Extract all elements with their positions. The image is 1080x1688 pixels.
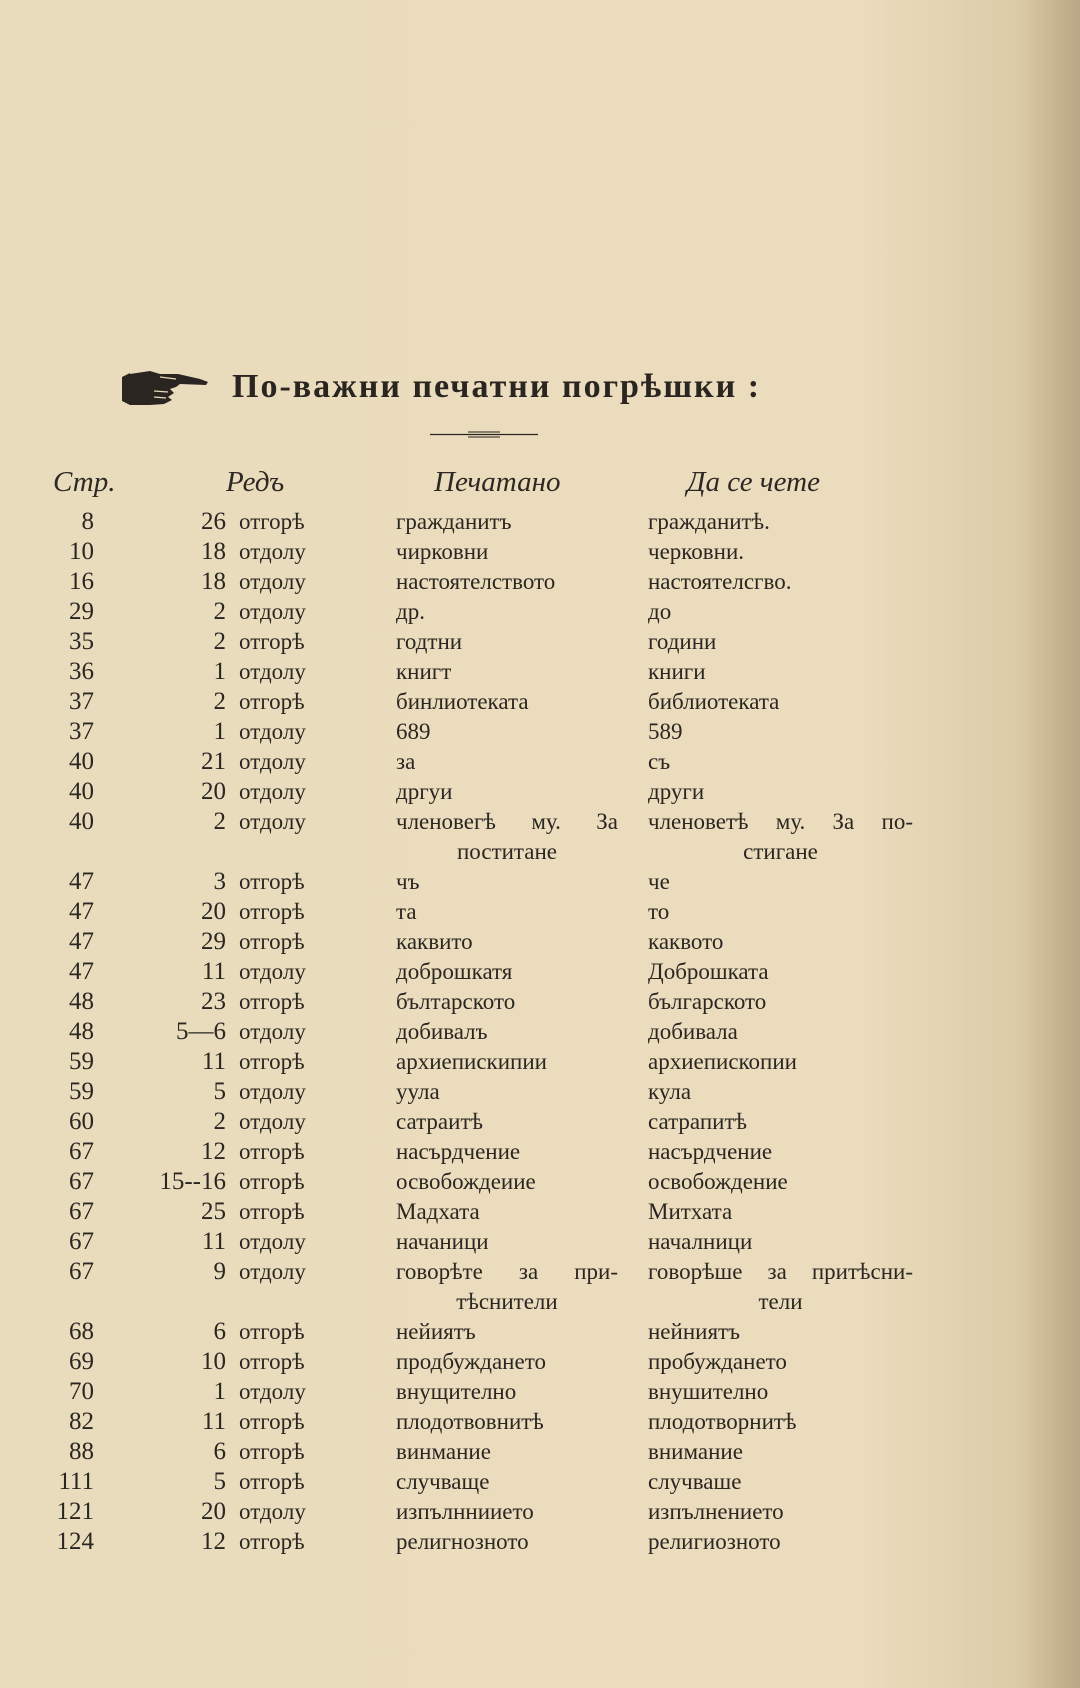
printed-text: бинлиотеката [396,689,529,714]
correct-cell [648,597,913,627]
errata-row [0,1377,1080,1407]
printed-text: изпълнниието [396,1499,534,1524]
line-direction: отдолу [239,749,306,774]
line-direction: отдолу [239,1259,306,1284]
line-direction: отдолу [239,1019,306,1044]
line-direction: отгорѣ [239,989,305,1014]
errata-row [0,1407,1080,1437]
printed-text: продбуждането [396,1349,546,1374]
page-number: 47 [69,898,94,925]
heading-title: По-важни печатни погрѣшки : [232,368,762,405]
correct-text: говорѣше за притѣсни- [648,1259,913,1284]
line-number: 1 [213,718,226,745]
correct-cell [648,717,913,747]
printed-text: случваще [396,1469,490,1494]
correct-cell [648,957,913,987]
errata-row [0,717,1080,747]
printed-text: чирковни [396,539,489,564]
correct-text: внимание [648,1439,743,1464]
line-number: 18 [201,568,226,595]
page-number: 16 [69,568,94,595]
printed-cell [396,1197,618,1227]
correct-cell [648,657,913,687]
printed-cell [396,1467,618,1497]
printed-cell [396,657,618,687]
header-line: Редъ [226,466,285,498]
printed-cell [396,1047,618,1077]
correct-text: Митхата [648,1199,733,1224]
page-number: 40 [69,808,94,835]
page-number: 121 [56,1498,94,1525]
correct-text: архиепископии [648,1049,797,1074]
correct-cell [648,1107,913,1137]
line-number: 25 [201,1198,226,1225]
correct-cell [648,867,913,897]
line-number: 23 [201,988,226,1015]
correct-text: настоятелсгво. [648,569,792,594]
printed-text: религнозното [396,1529,529,1554]
line-direction: отгорѣ [239,1319,305,1344]
errata-row [0,657,1080,687]
header-correct: Да се чете [687,466,820,498]
printed-text: уула [396,1079,440,1104]
line-direction: отгорѣ [239,1469,305,1494]
correct-text: черковни. [648,539,745,564]
printed-text: освобождеиие [396,1169,536,1194]
line-number: 2 [213,1108,226,1135]
correct-text: нейниятъ [648,1319,740,1344]
errata-row [0,807,1080,867]
page-number: 35 [69,628,94,655]
printed-cell [396,1407,618,1437]
correct-text: съ [648,749,671,774]
line-number: 20 [201,898,226,925]
printed-cell [396,507,618,537]
line-direction: отгорѣ [239,629,305,654]
line-number: 29 [201,928,226,955]
printed-text: начаници [396,1229,489,1254]
line-number: 18 [201,538,226,565]
correct-text: че [648,869,670,894]
correct-cell [648,1077,913,1107]
line-number: 9 [213,1258,226,1285]
correct-text: други [648,779,705,804]
correct-text: до [648,599,672,624]
printed-cell [396,1107,618,1137]
correct-cell [648,537,913,567]
errata-row [0,777,1080,807]
printed-cell [396,627,618,657]
correct-text: Доброшката [648,959,769,984]
correct-text: началници [648,1229,753,1254]
correct-cell [648,687,913,717]
line-direction: отгорѣ [239,899,305,924]
correct-text: библиотеката [648,689,780,714]
printed-cell [396,1167,618,1197]
printed-cell [396,567,618,597]
page-number: 36 [69,658,94,685]
correct-cell [648,1347,913,1377]
correct-text: освобождение [648,1169,788,1194]
printed-text-continued: тѣснители [456,1289,558,1314]
line-direction: отгорѣ [239,509,305,534]
printed-cell [396,987,618,1017]
printed-text: Мадхата [396,1199,480,1224]
printed-cell [396,1527,618,1557]
correct-cell [648,507,913,537]
errata-row [0,1527,1080,1557]
printed-text: чъ [396,869,420,894]
page-number: 60 [69,1108,94,1135]
line-number: 1 [213,658,226,685]
line-number: 6 [213,1318,226,1345]
errata-table [0,507,1080,1557]
printed-text: дргуи [396,779,453,804]
line-direction: отдолу [239,659,306,684]
printed-cell [396,1317,618,1347]
errata-row [0,1077,1080,1107]
correct-text: случваше [648,1469,742,1494]
line-number: 11 [201,1408,226,1435]
page-number: 67 [69,1168,94,1195]
page-number: 82 [69,1408,94,1435]
errata-row [0,747,1080,777]
errata-row [0,897,1080,927]
printed-text-continued: поститане [456,839,557,864]
printed-cell [396,1257,618,1317]
line-number: 11 [201,1228,226,1255]
correct-cell [648,1317,913,1347]
printed-text: каквито [396,929,473,954]
line-number: 12 [201,1528,226,1555]
ornamental-rule [430,430,538,439]
line-number: 3 [213,868,226,895]
line-number: 15--16 [159,1168,226,1195]
printed-cell [396,777,618,807]
correct-text: то [648,899,670,924]
line-number: 20 [201,1498,226,1525]
errata-row [0,1137,1080,1167]
printed-cell [396,927,618,957]
page-number: 59 [69,1078,94,1105]
correct-cell [648,987,913,1017]
printed-cell [396,687,618,717]
correct-cell [648,1227,913,1257]
correct-cell [648,1047,913,1077]
correct-cell [648,807,913,867]
printed-cell [396,1017,618,1047]
line-number: 26 [201,508,226,535]
errata-row [0,987,1080,1017]
errata-row [0,1017,1080,1047]
correct-cell [648,1167,913,1197]
errata-row [0,687,1080,717]
page-number: 48 [69,988,94,1015]
correct-cell [648,1407,913,1437]
errata-row [0,927,1080,957]
printed-text: книгт [396,659,452,684]
line-direction: отгорѣ [239,1409,305,1434]
header-printed: Печатано [434,466,561,498]
correct-cell [648,1527,913,1557]
printed-text: говорѣте за при- [396,1259,618,1284]
correct-text: религиозното [648,1529,781,1554]
line-number: 11 [201,1048,226,1075]
page-number: 40 [69,748,94,775]
correct-text: плодотворнитѣ [648,1409,797,1434]
line-direction: отдолу [239,719,306,744]
page-number: 47 [69,958,94,985]
errata-row [0,957,1080,987]
correct-text: каквото [648,929,724,954]
page-number: 48 [69,1018,94,1045]
correct-text-continued: стигане [743,839,818,864]
printed-text: 689 [396,719,431,744]
line-direction: отгорѣ [239,1139,305,1164]
printed-cell [396,1227,618,1257]
correct-cell [648,747,913,777]
line-direction: отдолу [239,1079,306,1104]
page-number: 67 [69,1138,94,1165]
line-number: 5 [213,1078,226,1105]
printed-text: др. [396,599,425,624]
printed-text: та [396,899,417,924]
page-number: 88 [69,1438,94,1465]
line-number: 5 [213,1468,226,1495]
errata-row [0,1497,1080,1527]
page-number: 47 [69,928,94,955]
errata-row [0,1167,1080,1197]
printed-cell [396,957,618,987]
errata-row [0,1317,1080,1347]
line-direction: отгорѣ [239,1529,305,1554]
errata-row [0,1197,1080,1227]
printed-text: внущително [396,1379,517,1404]
line-direction: отгорѣ [239,1439,305,1464]
printed-text: настоятелството [396,569,556,594]
correct-cell [648,1197,913,1227]
line-direction: отдолу [239,779,306,804]
errata-row [0,1467,1080,1497]
correct-text: книги [648,659,706,684]
printed-text: доброшкатя [396,959,513,984]
page-number: 67 [69,1228,94,1255]
correct-cell [648,927,913,957]
correct-text: българското [648,989,767,1014]
errata-row [0,567,1080,597]
line-direction: отгорѣ [239,1349,305,1374]
errata-row [0,537,1080,567]
line-direction: отдолу [239,569,306,594]
errata-row [0,1107,1080,1137]
line-number: 1 [213,1378,226,1405]
errata-row [0,597,1080,627]
correct-text: 589 [648,719,683,744]
correct-cell [648,1137,913,1167]
page-number: 37 [69,718,94,745]
correct-cell [648,567,913,597]
line-direction: отдолу [239,1109,306,1134]
page-number: 29 [69,598,94,625]
page-number: 40 [69,778,94,805]
errata-row [0,507,1080,537]
line-direction: отдолу [239,809,306,834]
line-number: 6 [213,1438,226,1465]
printed-text: нейиятъ [396,1319,476,1344]
printed-text: гражданитъ [396,509,512,534]
errata-row [0,627,1080,657]
line-direction: отгорѣ [239,929,305,954]
line-direction: отдолу [239,599,306,624]
page-number: 8 [81,508,94,535]
correct-cell [648,1257,913,1317]
correct-text: години [648,629,717,654]
line-direction: отдолу [239,959,306,984]
line-direction: отдолу [239,1379,306,1404]
correct-text: насърдчение [648,1139,773,1164]
printed-text: сатраитѣ [396,1109,483,1134]
line-direction: отдолу [239,1499,306,1524]
errata-row [0,1227,1080,1257]
correct-cell [648,627,913,657]
line-direction: отгорѣ [239,1169,305,1194]
line-direction: отгорѣ [239,689,305,714]
correct-cell [648,1467,913,1497]
line-number: 2 [213,598,226,625]
correct-text: членоветѣ му. За по- [648,809,913,834]
printed-cell [396,1077,618,1107]
printed-cell [396,747,618,777]
line-direction: отгорѣ [239,1199,305,1224]
correct-cell [648,1377,913,1407]
printed-cell [396,1497,618,1527]
errata-row [0,1257,1080,1317]
errata-row [0,1047,1080,1077]
line-number: 21 [201,748,226,775]
line-direction: отдолу [239,1229,306,1254]
correct-text: внушително [648,1379,769,1404]
printed-text: бълтарското [396,989,516,1014]
correct-text: гражданитѣ. [648,509,770,534]
correct-cell [648,1437,913,1467]
printed-cell [396,537,618,567]
correct-text: кула [648,1079,692,1104]
line-number: 20 [201,778,226,805]
line-direction: отгорѣ [239,1049,305,1074]
printed-cell [396,807,618,867]
page-number: 67 [69,1258,94,1285]
page-number: 111 [58,1468,94,1495]
printed-text: архиепискипии [396,1049,547,1074]
line-number: 5—6 [176,1018,226,1045]
printed-cell [396,867,618,897]
line-number: 2 [213,808,226,835]
printed-text: плодотвовнитѣ [396,1409,544,1434]
printed-text: добивалъ [396,1019,488,1044]
page-number: 59 [69,1048,94,1075]
printed-text: годтни [396,629,463,654]
correct-text: сатрапитѣ [648,1109,747,1134]
line-number: 12 [201,1138,226,1165]
printed-cell [396,897,618,927]
correct-text: добивала [648,1019,738,1044]
page-number: 10 [69,538,94,565]
page-number: 70 [69,1378,94,1405]
printed-text: членовегѣ му. За [396,809,618,834]
line-direction: отдолу [239,539,306,564]
printed-cell [396,1347,618,1377]
page-number: 68 [69,1318,94,1345]
line-direction: отгорѣ [239,869,305,894]
errata-row [0,867,1080,897]
line-number: 2 [213,688,226,715]
printed-cell [396,1437,618,1467]
printed-cell [396,1377,618,1407]
header-page: Стр. [53,466,116,498]
errata-row [0,1347,1080,1377]
line-number: 10 [201,1348,226,1375]
errata-row [0,1437,1080,1467]
printed-text: за [396,749,416,774]
errata-heading [120,362,761,412]
printed-cell [396,1137,618,1167]
line-number: 2 [213,628,226,655]
page-number: 37 [69,688,94,715]
correct-text-continued: тели [758,1289,803,1314]
page-number: 69 [69,1348,94,1375]
correct-cell [648,897,913,927]
correct-text: пробуждането [648,1349,787,1374]
printed-cell [396,717,618,747]
pointing-hand-icon [120,365,210,409]
line-number: 11 [201,958,226,985]
page-number: 124 [56,1528,94,1555]
printed-text: насърдчение [396,1139,521,1164]
correct-cell [648,777,913,807]
page-number: 47 [69,868,94,895]
correct-cell [648,1017,913,1047]
printed-cell [396,597,618,627]
page-number: 67 [69,1198,94,1225]
correct-cell [648,1497,913,1527]
correct-text: изпълнението [648,1499,784,1524]
printed-text: винмание [396,1439,491,1464]
